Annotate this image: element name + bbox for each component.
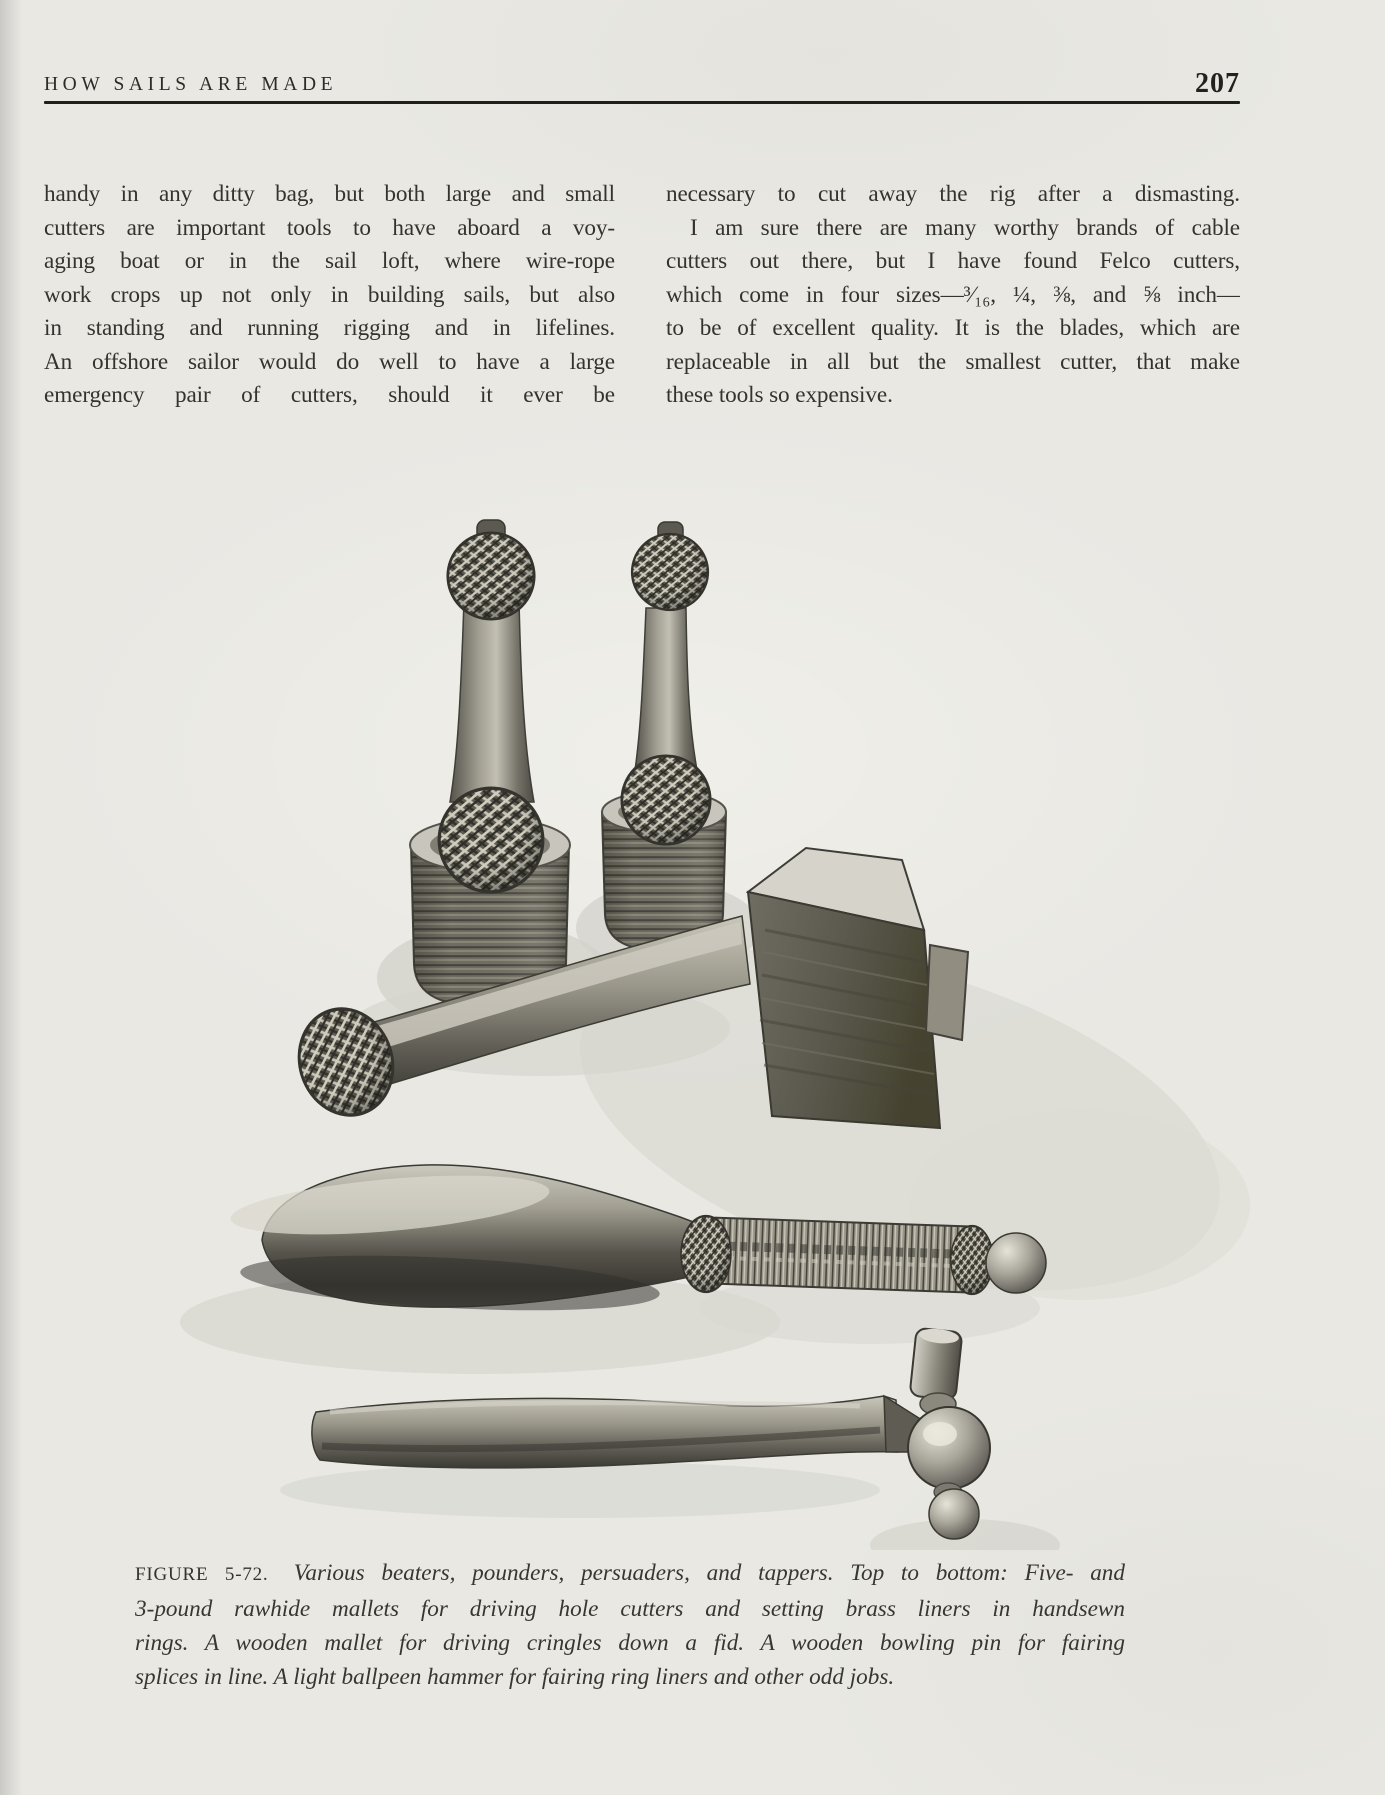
turks-head-knot: [448, 533, 534, 619]
turks-head-knot: [439, 788, 543, 892]
body-line: I am sure there are many worthy brands of cable: [690, 214, 1240, 241]
figure-5-72-illustration: [0, 440, 1385, 1550]
braided-grip: [699, 1217, 983, 1293]
body-line: to be of excellent quality. It is the blades, which are: [666, 315, 1240, 341]
body-line: which come in four sizes—³⁄₁₆, ¼, ⅜, and ⅝ inch—: [666, 281, 1240, 308]
caption-line: splices in line. A light ballpeen hammer for fairing ring liners and other odd jobs.: [135, 1664, 895, 1690]
caption-line: [135, 1556, 1125, 1592]
body-line: in standing and running rigging and in lifelines.: [44, 315, 615, 341]
turks-head-knot: [632, 534, 708, 610]
body-line: cutters are important tools to have aboard a voy-: [44, 214, 615, 241]
body-line: emergency pair of cutters, should it ever be: [44, 382, 615, 408]
body-line: handy in any ditty bag, but both large and small: [44, 181, 615, 207]
body-line: cutters out there, but I have found Felco cutters,: [666, 248, 1240, 274]
rawhide-mallet-small: [602, 522, 726, 951]
running-header: [44, 60, 1240, 99]
rawhide-mallet-large: [410, 520, 570, 1007]
caption-line: 3-pound rawhide mallets for driving hole cutters and setting brass liners in handsewn: [135, 1596, 1125, 1622]
body-line: replaceable in all but the smallest cutter, that make: [666, 348, 1240, 375]
tools-drawing: [0, 440, 1385, 1550]
right-column: [666, 178, 1240, 413]
peen: [910, 1327, 963, 1400]
body-line: An offshore sailor would do well to have a large: [44, 348, 615, 375]
body-line: necessary to cut away the rig after a dismasting.: [666, 181, 1240, 207]
turks-head-knot: [622, 756, 710, 844]
left-column: [44, 178, 615, 413]
header-rule: [44, 101, 1240, 104]
running-header-title: HOW SAILS ARE MADE: [44, 74, 338, 95]
caption-line: rings. A wooden mallet for driving cringles down a fid. A wooden bowling pin for fairing: [135, 1630, 1125, 1656]
body-line: work crops up not only in building sails, but also: [44, 281, 615, 308]
body-line: these tools so expensive.: [666, 382, 893, 408]
body-line: aging boat or in the sail loft, where wire-rope: [44, 248, 615, 274]
page-number: 207: [1195, 68, 1240, 99]
turks-head-knot: [681, 1216, 731, 1292]
figure-caption: [135, 1556, 1125, 1694]
caption-text: Various beaters, pounders, persuaders, and tappers. Top to bottom: Five- and: [293, 1560, 1125, 1586]
figure-caption-label: FIGURE 5-72.: [135, 1564, 269, 1585]
